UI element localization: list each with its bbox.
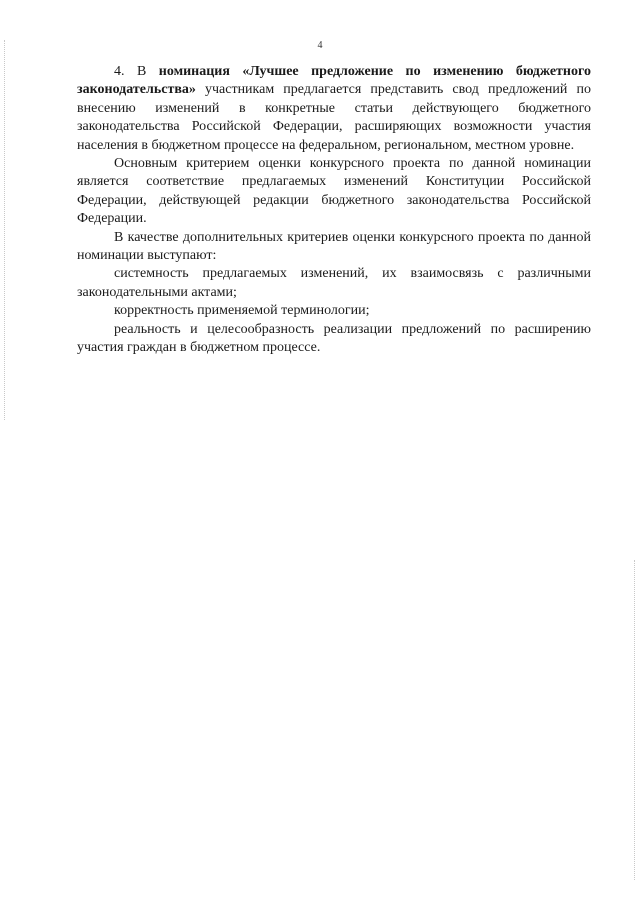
criterion-item-systematic: системность предлагаемых изменений, их взаимосвязь с различными законодательными актами;: [77, 266, 591, 300]
section-4-paragraph: [77, 63, 591, 155]
scan-edge-right: [634, 560, 637, 880]
main-criterion-paragraph: Основным критерием оценки конкурсного проекта по данной номинации является соответствие предлагаемых изменений Конституции Российской Федерации, действующей редакции бюджетного законодательства Российской Федерации.: [77, 156, 591, 227]
document-body: [77, 63, 591, 358]
page-number: 4: [317, 40, 323, 51]
criterion-item-feasibility: реальность и целесообразность реализации предложений по расширению участия граждан в бюджетном процессе.: [77, 321, 591, 356]
scan-edge-left: [4, 40, 7, 420]
section-4-lead: 4. В: [114, 64, 159, 79]
nomination-title: номинация «Лучшее предложение по изменению бюджетного законодательства»: [77, 64, 591, 98]
additional-criteria-intro: В качестве дополнительных критериев оценки конкурсного проекта по данной номинации выступают:: [77, 229, 591, 264]
section-4-text: участникам предлагается представить свод предложений по внесению изменений в конкретные статьи действующего бюджетного законодательства Российской Федерации, расширяющих возможности участия населения в бюджетном процессе на федеральном, региональном, местном уровне.: [77, 82, 591, 153]
criterion-item-terminology: корректность применяемой терминологии;: [114, 303, 370, 319]
